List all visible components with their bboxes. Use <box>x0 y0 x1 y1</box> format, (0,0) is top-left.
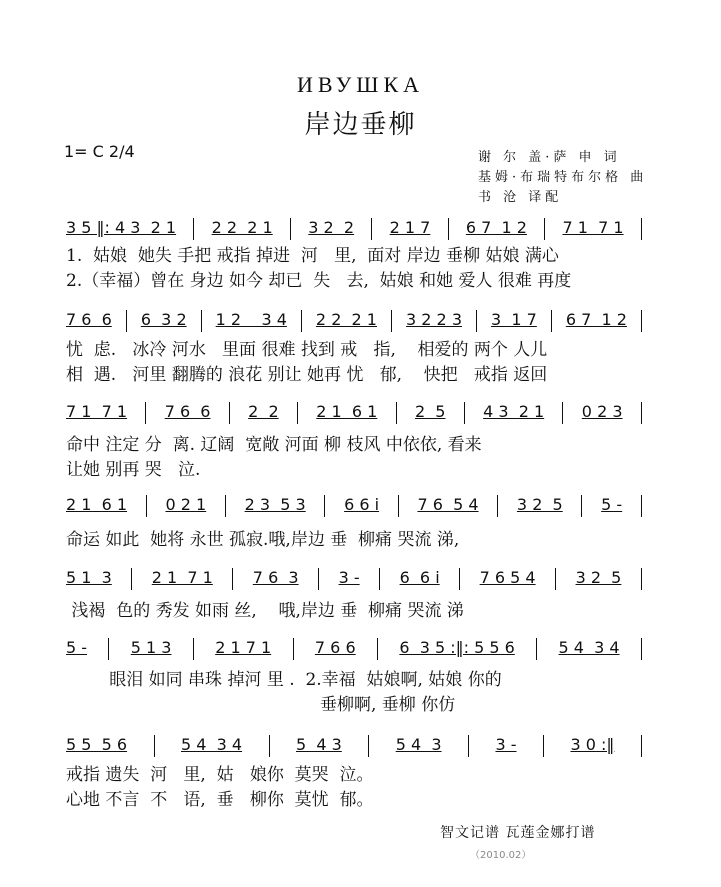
measure: 3 2 2 <box>308 218 355 237</box>
bar-line <box>641 495 642 517</box>
bar-line <box>290 218 291 240</box>
transcriber-credit: 智文记谱 瓦莲金娜打谱 <box>440 825 596 841</box>
measure: 2 1 7 <box>389 218 431 237</box>
bar-line <box>146 495 147 517</box>
transcription-date: （2010.02） <box>470 850 532 861</box>
measure: 6 7 1 2 <box>465 218 527 237</box>
measure: 4 3 2 1 <box>483 402 545 421</box>
key-signature: 1= C 2/4 <box>64 142 135 161</box>
bar-line <box>193 218 194 240</box>
notation-line <box>66 402 642 424</box>
measure: 7 6 6 <box>164 402 211 421</box>
composer-credit: 基姆·布瑞特布尔格 曲 <box>478 170 648 185</box>
measure: 6 3 5 :‖: 5 5 6 <box>399 638 515 657</box>
bar-line <box>225 495 226 517</box>
bar-line <box>544 218 545 240</box>
measure: 5 4 3 <box>296 735 342 754</box>
measure: 2 5 <box>414 402 446 421</box>
measure: 6 6 i <box>344 495 380 514</box>
lyric-line: 让她 别再 哭 泣. <box>66 460 201 480</box>
bar-line <box>145 402 146 424</box>
bar-line <box>641 402 642 424</box>
measure: 2 1 7 1 <box>151 568 213 587</box>
measure: 2 2 2 1 <box>211 218 273 237</box>
measure: 7 6 5 4 <box>479 568 536 587</box>
bar-line <box>396 402 397 424</box>
notation-line <box>66 310 642 332</box>
measure: 0 2 3 <box>581 402 623 421</box>
bar-line <box>108 638 109 660</box>
lyric-line: 相 遇. 河里 翻腾的 浪花 别让 她再 忧 郁, 快把 戒指 返回 <box>66 365 548 385</box>
measure: 3 5 ‖: 4 3 2 1 <box>66 218 177 237</box>
bar-line <box>193 638 194 660</box>
bar-line <box>301 310 302 332</box>
measure: 2 1 6 1 <box>66 495 128 514</box>
bar-line <box>201 310 202 332</box>
bar-line <box>379 568 380 590</box>
measure: 3 1 7 <box>491 310 537 329</box>
bar-line <box>641 735 642 757</box>
measure: 3 - <box>495 735 517 754</box>
measure: 2 1 6 1 <box>316 402 378 421</box>
measure: 3 - <box>338 568 360 587</box>
bar-line <box>536 638 537 660</box>
lyric-line: 垂柳啊, 垂柳 你仿 <box>66 695 456 715</box>
bar-line <box>229 402 230 424</box>
bar-line <box>269 735 270 757</box>
bar-line <box>476 310 477 332</box>
bar-line <box>641 638 642 660</box>
bar-line <box>293 638 294 660</box>
bar-line <box>368 735 369 757</box>
title-russian: ИВУШКА <box>296 72 425 97</box>
bar-line <box>641 568 642 590</box>
bar-line <box>448 218 449 240</box>
measure: 3 0 :‖ <box>570 735 615 754</box>
measure: 5 - <box>66 638 88 657</box>
bar-line <box>232 568 233 590</box>
measure: 0 2 1 <box>165 495 207 514</box>
bar-line <box>318 568 319 590</box>
notation-line <box>66 495 642 517</box>
lyric-line: 2.（幸福）曾在 身边 如今 却已 失 去, 姑娘 和她 爱人 很难 再度 <box>66 271 572 291</box>
lyric-line: 心地 不言 不 语, 垂 柳你 莫忧 郁。 <box>66 790 374 810</box>
measure: 5 4 3 4 <box>181 735 243 754</box>
measure: 3 2 5 <box>516 495 563 514</box>
bar-line <box>398 495 399 517</box>
bar-line <box>391 310 392 332</box>
measure: 3 2 5 <box>575 568 622 587</box>
lyric-line: 命运 如此 她将 永世 孤寂.哦,岸边 垂 柳痛 哭流 涕, <box>66 530 460 550</box>
notation-line <box>66 568 642 590</box>
measure: 5 1 3 <box>66 568 112 587</box>
lyric-line: 戒指 遗失 河 里, 姑 娘你 莫哭 泣。 <box>66 765 374 785</box>
measure: 5 - <box>601 495 623 514</box>
bar-line <box>641 218 642 240</box>
measure: 2 3 5 3 <box>244 495 306 514</box>
measure: 1 2 3 4 <box>215 310 287 329</box>
notation-line <box>66 218 642 240</box>
bar-line <box>543 735 544 757</box>
measure: 6 6 i <box>399 568 440 587</box>
measure: 6 3 2 <box>140 310 187 329</box>
measure: 5 1 3 <box>130 638 172 657</box>
bar-line <box>581 495 582 517</box>
measure: 7 6 6 <box>66 310 112 329</box>
bar-line <box>641 310 642 332</box>
notation-line <box>66 638 642 660</box>
measure: 5 5 5 6 <box>66 735 128 754</box>
bar-line <box>497 495 498 517</box>
measure: 6 7 1 2 <box>565 310 627 329</box>
measure: 7 1 7 1 <box>66 402 128 421</box>
measure: 7 6 5 4 <box>417 495 479 514</box>
bar-line <box>131 568 132 590</box>
bar-line <box>126 310 127 332</box>
bar-line <box>464 402 465 424</box>
bar-line <box>324 495 325 517</box>
measure: 5 4 3 4 <box>558 638 620 657</box>
bar-line <box>555 568 556 590</box>
lyric-line: 1. 姑娘 她失 手把 戒指 掉进 河 里, 面对 岸边 垂柳 姑娘 满心 <box>66 246 559 266</box>
lyric-line: 命中 注定 分 离. 辽阔 宽敞 河面 柳 枝风 中依依, 看来 <box>66 435 482 455</box>
measure: 7 6 6 <box>314 638 356 657</box>
measure: 2 1 7 1 <box>215 638 272 657</box>
bar-line <box>154 735 155 757</box>
lyricist-credit: 谢 尔 盖·萨 申 词 <box>478 150 621 165</box>
measure: 7 6 3 <box>252 568 299 587</box>
lyric-line: 忧 虑. 冰冷 河水 里面 很难 找到 戒 指, 相爱的 两个 人儿 <box>66 340 548 360</box>
measure: 5 4 3 <box>395 735 442 754</box>
bar-line <box>551 310 552 332</box>
measure: 7 1 7 1 <box>562 218 624 237</box>
bar-line <box>562 402 563 424</box>
measure: 2 2 2 1 <box>315 310 377 329</box>
bar-line <box>377 638 378 660</box>
lyric-line: 眼泪 如同 串珠 掉河 里 . 2.幸福 姑娘啊, 姑娘 你的 <box>66 670 502 690</box>
bar-line <box>371 218 372 240</box>
translator-credit: 书 沧 译配 <box>478 190 563 205</box>
bar-line <box>297 402 298 424</box>
measure: 3 2 2 3 <box>406 310 462 329</box>
bar-line <box>459 568 460 590</box>
title-chinese: 岸边垂柳 <box>304 110 417 140</box>
bar-line <box>468 735 469 757</box>
notation-line <box>66 735 642 757</box>
measure: 2 2 <box>248 402 279 421</box>
lyric-line: 浅褐 色的 秀发 如雨 丝, 哦,岸边 垂 柳痛 哭流 涕 <box>66 601 464 621</box>
